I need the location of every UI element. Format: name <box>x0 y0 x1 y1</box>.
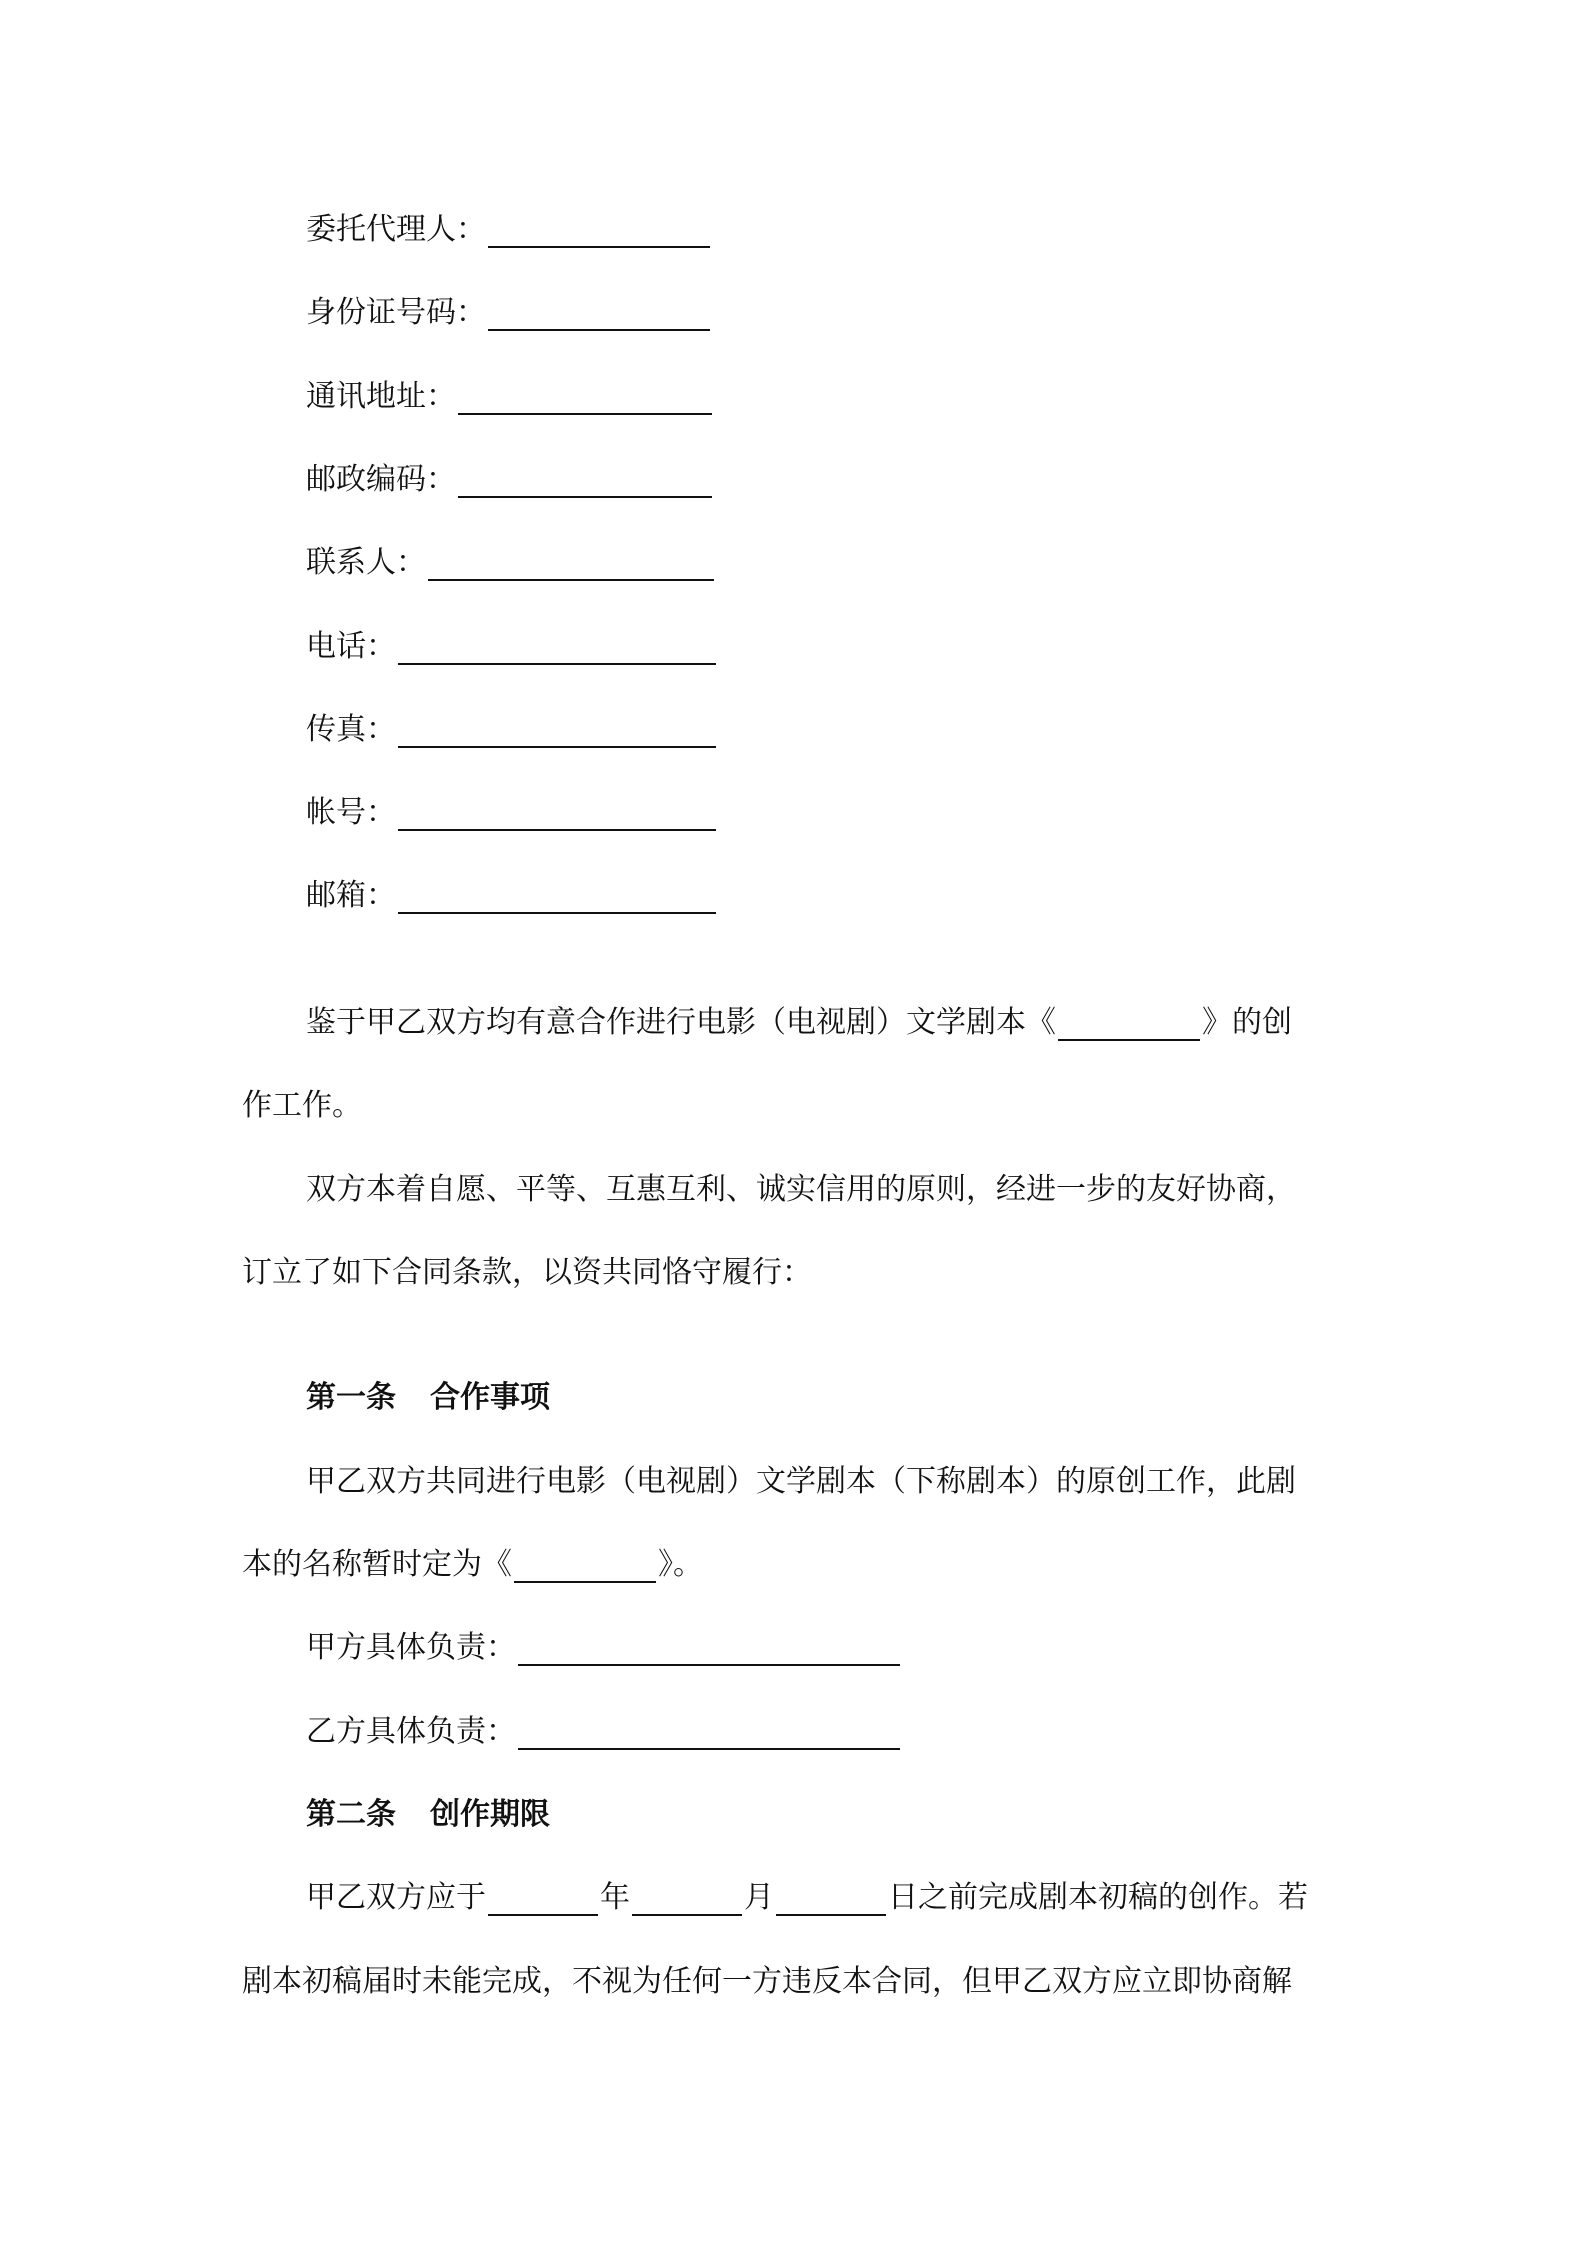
field-label: 帐号： <box>306 795 396 830</box>
paragraph-text: 年 <box>600 1880 630 1915</box>
paragraph-text: 订立了如下合同条款，以资共同恪守履行： <box>242 1255 812 1290</box>
field-phone <box>306 627 718 667</box>
preamble-line-3 <box>306 1170 1296 1210</box>
fill-blank[interactable] <box>518 1630 900 1666</box>
field-label: 甲方具体负责： <box>306 1630 516 1665</box>
paragraph-text: 本的名称暂时定为《 <box>242 1547 512 1582</box>
article-number: 第一条 <box>306 1380 396 1415</box>
paragraph-text: 》的创 <box>1202 1005 1292 1040</box>
field-label: 邮箱： <box>306 878 396 913</box>
party-a-responsibility <box>306 1628 902 1668</box>
field-address <box>306 377 714 417</box>
article-title: 合作事项 <box>430 1380 550 1415</box>
party-b-responsibility <box>306 1712 902 1752</box>
month-blank[interactable] <box>632 1880 742 1916</box>
field-label: 通讯地址： <box>306 379 456 414</box>
paragraph-text: 甲乙双方共同进行电影（电视剧）文学剧本（下称剧本）的原创工作，此剧 <box>306 1464 1296 1499</box>
paragraph-text: 鉴于甲乙双方均有意合作进行电影（电视剧）文学剧本《 <box>306 1005 1056 1040</box>
preamble-line-2 <box>242 1086 362 1126</box>
fill-blank[interactable] <box>458 462 712 498</box>
fill-blank[interactable] <box>458 379 712 415</box>
fill-blank[interactable] <box>398 878 716 914</box>
field-label: 电话： <box>306 629 396 664</box>
article-1-line-2 <box>242 1545 703 1585</box>
year-blank[interactable] <box>488 1880 598 1916</box>
script-name-blank[interactable] <box>514 1547 656 1583</box>
paragraph-text: 》。 <box>658 1547 703 1582</box>
field-label: 身份证号码： <box>306 295 486 330</box>
fill-blank[interactable] <box>488 295 710 331</box>
preamble-line-1 <box>306 1003 1292 1043</box>
paragraph-text: 作工作。 <box>242 1088 362 1123</box>
paragraph-text: 甲乙双方应于 <box>306 1880 486 1915</box>
field-contact <box>306 543 716 583</box>
field-agent <box>306 210 712 250</box>
paragraph-text: 剧本初稿届时未能完成，不视为任何一方违反本合同，但甲乙双方应立即协商解 <box>242 1964 1292 1999</box>
article-number: 第二条 <box>306 1797 396 1832</box>
field-label: 传真： <box>306 712 396 747</box>
paragraph-text: 日之前完成剧本初稿的创作。若 <box>888 1880 1308 1915</box>
field-label: 乙方具体负责： <box>306 1714 516 1749</box>
day-blank[interactable] <box>776 1880 886 1916</box>
paragraph-text: 双方本着自愿、平等、互惠互利、诚实信用的原则，经进一步的友好协商， <box>306 1172 1296 1207</box>
article-1-heading <box>306 1378 550 1418</box>
article-2-line-1 <box>306 1878 1308 1918</box>
field-account <box>306 793 718 833</box>
field-fax <box>306 710 718 750</box>
article-1-line-1 <box>306 1462 1296 1502</box>
article-title: 创作期限 <box>430 1797 550 1832</box>
fill-blank[interactable] <box>488 212 710 248</box>
script-title-blank[interactable] <box>1058 1005 1200 1041</box>
paragraph-text: 月 <box>744 1880 774 1915</box>
article-2-line-2 <box>242 1962 1292 2002</box>
field-label: 联系人： <box>306 545 426 580</box>
article-2-heading <box>306 1795 550 1835</box>
preamble-line-4 <box>242 1253 812 1293</box>
field-postal-code <box>306 460 714 500</box>
field-id-number <box>306 293 712 333</box>
field-email <box>306 876 718 916</box>
fill-blank[interactable] <box>398 795 716 831</box>
field-label: 委托代理人： <box>306 212 486 247</box>
fill-blank[interactable] <box>398 629 716 665</box>
field-label: 邮政编码： <box>306 462 456 497</box>
fill-blank[interactable] <box>428 545 714 581</box>
fill-blank[interactable] <box>518 1714 900 1750</box>
fill-blank[interactable] <box>398 712 716 748</box>
